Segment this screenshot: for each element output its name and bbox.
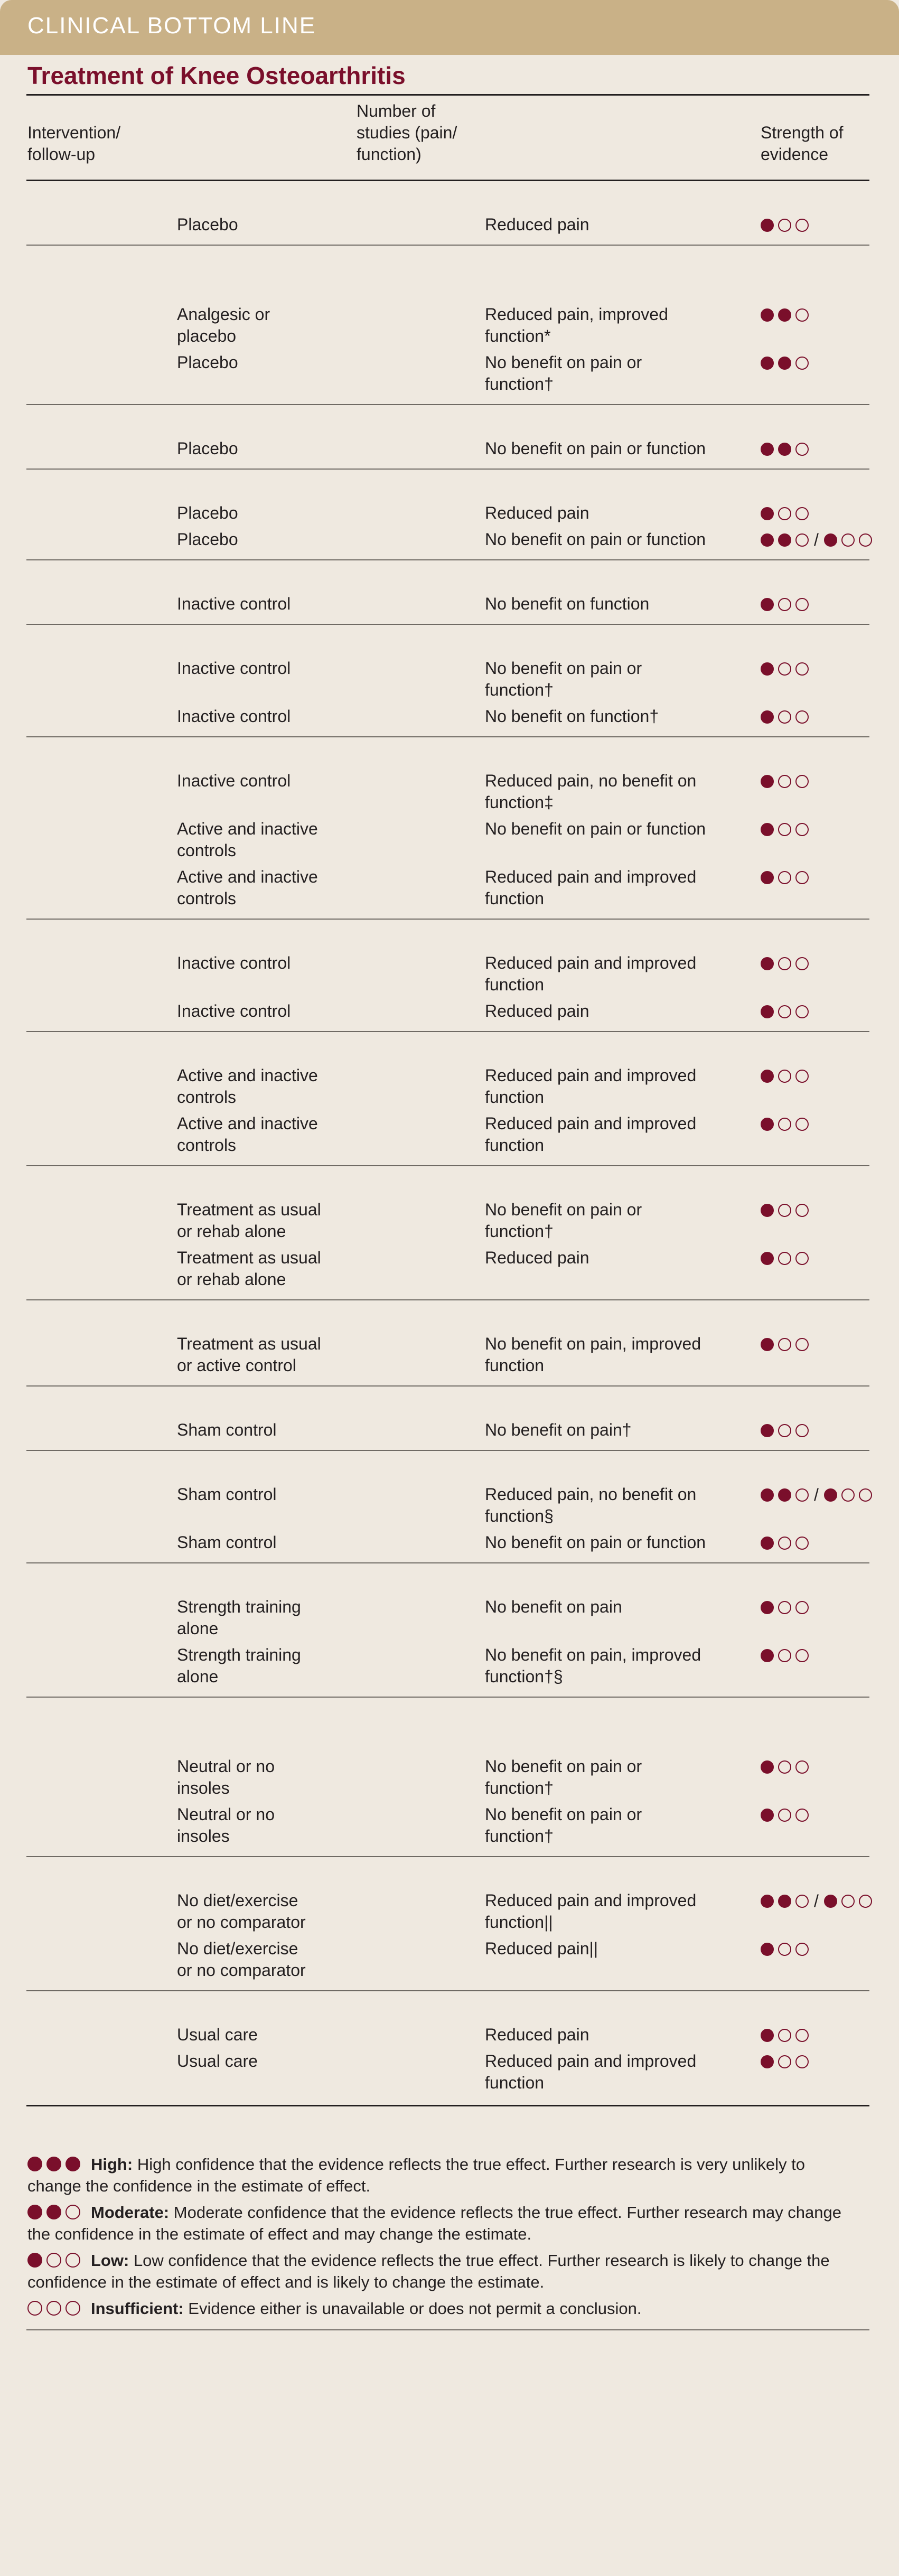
- row-findings: function†§: [485, 1667, 563, 1686]
- row-comparison: Placebo: [177, 503, 238, 522]
- empty-dot-icon: [65, 2301, 80, 2316]
- empty-dot-icon: [795, 1338, 809, 1351]
- row-comparison: No diet/exercise: [177, 1891, 298, 1910]
- filled-dot-icon: [27, 2205, 42, 2219]
- strength-rating: [761, 1535, 813, 1550]
- filled-dot-icon: [778, 308, 791, 322]
- row-findings: Reduced pain and improved: [485, 1114, 697, 1133]
- row-findings: Reduced pain||: [485, 1939, 598, 1958]
- strength-rating: [761, 1891, 876, 1910]
- scale-label: Moderate:: [91, 2203, 170, 2222]
- empty-dot-icon: [795, 1118, 809, 1131]
- empty-dot-icon: [795, 533, 809, 547]
- table-rule: [26, 180, 869, 181]
- filled-dot-icon: [761, 1649, 774, 1662]
- empty-dot-icon: [795, 1649, 809, 1662]
- empty-dot-icon: [778, 775, 791, 788]
- group-divider: [26, 469, 869, 470]
- filled-dot-icon: [761, 2055, 774, 2068]
- filled-dot-icon: [27, 2253, 42, 2268]
- strength-separator: /: [814, 1485, 819, 1504]
- empty-dot-icon: [778, 1252, 791, 1265]
- filled-dot-icon: [761, 219, 774, 232]
- empty-dot-icon: [46, 2253, 61, 2268]
- row-comparison: Usual care: [177, 2025, 258, 2044]
- row-findings: No benefit on pain: [485, 1597, 622, 1616]
- empty-dot-icon: [778, 1760, 791, 1774]
- row-comparison: Inactive control: [177, 1001, 291, 1020]
- empty-dot-icon: [795, 775, 809, 788]
- row-findings: function: [485, 1136, 545, 1155]
- strength-rating: [761, 1759, 813, 1774]
- row-findings: function§: [485, 1506, 554, 1525]
- scale-item: [27, 2202, 857, 2245]
- strength-rating: [761, 2054, 813, 2069]
- table-rule: [26, 2105, 869, 2106]
- empty-dot-icon: [778, 662, 791, 676]
- empty-dot-icon: [778, 957, 791, 970]
- scale-label: Low:: [91, 2251, 129, 2270]
- group-divider: [26, 1031, 869, 1032]
- group-divider: [26, 2329, 869, 2330]
- row-comparison: Placebo: [177, 530, 238, 549]
- row-comparison: controls: [177, 1088, 237, 1107]
- group-divider: [26, 1450, 869, 1451]
- row-findings: No benefit on pain or: [485, 659, 642, 678]
- row-findings: function†: [485, 1222, 554, 1241]
- filled-dot-icon: [824, 1488, 837, 1502]
- table-rule: [26, 94, 869, 96]
- row-findings: function: [485, 889, 545, 908]
- row-comparison: Neutral or no: [177, 1805, 275, 1824]
- filled-dot-icon: [761, 1943, 774, 1956]
- empty-dot-icon: [778, 1424, 791, 1437]
- empty-dot-icon: [795, 871, 809, 884]
- filled-dot-icon: [761, 1252, 774, 1265]
- row-findings: No benefit on pain or function: [485, 819, 706, 838]
- empty-dot-icon: [795, 1895, 809, 1908]
- row-comparison: Active and inactive: [177, 819, 318, 838]
- empty-dot-icon: [778, 1649, 791, 1662]
- row-comparison: Active and inactive: [177, 1066, 318, 1085]
- strength-rating: [761, 661, 813, 676]
- strength-rating: [761, 355, 813, 370]
- group-divider: [26, 559, 869, 560]
- row-findings: Reduced pain, no benefit on: [485, 771, 697, 790]
- row-comparison: placebo: [177, 326, 237, 345]
- header-studies: Number of: [357, 101, 436, 120]
- filled-dot-icon: [27, 2157, 42, 2171]
- row-findings: No benefit on pain or: [485, 1805, 642, 1824]
- filled-dot-icon: [761, 2029, 774, 2042]
- row-findings: function†: [485, 374, 554, 394]
- empty-dot-icon: [795, 443, 809, 456]
- filled-dot-icon: [824, 1895, 837, 1908]
- row-comparison: No diet/exercise: [177, 1939, 298, 1958]
- strength-rating: [761, 1004, 813, 1019]
- table-title: Treatment of Knee Osteoarthritis: [27, 62, 406, 89]
- empty-dot-icon: [778, 1118, 791, 1131]
- empty-dot-icon: [795, 1488, 809, 1502]
- row-comparison: Treatment as usual: [177, 1248, 321, 1267]
- row-comparison: Placebo: [177, 439, 238, 458]
- header-intervention: Intervention/: [27, 123, 121, 142]
- row-findings: function†: [485, 680, 554, 699]
- filled-dot-icon: [761, 1537, 774, 1550]
- row-findings: No benefit on pain, improved: [485, 1645, 701, 1664]
- filled-dot-icon: [761, 1005, 774, 1018]
- empty-dot-icon: [778, 2055, 791, 2068]
- group-divider: [26, 245, 869, 246]
- empty-dot-icon: [778, 2029, 791, 2042]
- row-comparison: Placebo: [177, 215, 238, 234]
- strength-rating: [761, 2028, 813, 2043]
- empty-dot-icon: [795, 219, 809, 232]
- strength-rating: [761, 218, 813, 232]
- empty-dot-icon: [795, 598, 809, 611]
- filled-dot-icon: [778, 443, 791, 456]
- scale-description: Evidence either is unavailable or does not permit a conclusion.: [188, 2299, 642, 2318]
- empty-dot-icon: [795, 1204, 809, 1217]
- row-comparison: Treatment as usual: [177, 1200, 321, 1219]
- filled-dot-icon: [761, 1601, 774, 1614]
- group-divider: [26, 1385, 869, 1387]
- empty-dot-icon: [778, 1943, 791, 1956]
- strength-rating: [761, 709, 813, 724]
- row-comparison: or no comparator: [177, 1913, 306, 1932]
- empty-dot-icon: [778, 710, 791, 724]
- row-comparison: Sham control: [177, 1533, 277, 1552]
- row-findings: Reduced pain and improved: [485, 1066, 697, 1085]
- empty-dot-icon: [795, 308, 809, 322]
- row-comparison: controls: [177, 1136, 237, 1155]
- strength-rating: [761, 1251, 813, 1266]
- filled-dot-icon: [824, 533, 837, 547]
- empty-dot-icon: [778, 507, 791, 520]
- filled-dot-icon: [761, 1488, 774, 1502]
- empty-dot-icon: [841, 533, 855, 547]
- strength-rating: [761, 870, 813, 885]
- scale-item: [27, 2153, 857, 2197]
- row-comparison: Sham control: [177, 1485, 277, 1504]
- row-comparison: controls: [177, 889, 237, 908]
- scale-dots: [27, 2253, 85, 2268]
- group-divider: [26, 1165, 869, 1166]
- row-comparison: Inactive control: [177, 594, 291, 613]
- scale-dots: [27, 2205, 85, 2219]
- empty-dot-icon: [778, 1809, 791, 1822]
- empty-dot-icon: [27, 2301, 42, 2316]
- row-comparison: or no comparator: [177, 1961, 306, 1980]
- row-findings: function||: [485, 1913, 553, 1932]
- row-comparison: Usual care: [177, 2052, 258, 2071]
- row-findings: Reduced pain and improved: [485, 1891, 697, 1910]
- empty-dot-icon: [795, 1005, 809, 1018]
- row-findings: Reduced pain and improved: [485, 2052, 697, 2071]
- row-comparison: Strength training: [177, 1597, 301, 1616]
- strength-rating: [761, 822, 813, 837]
- row-findings: function*: [485, 326, 551, 345]
- row-findings: No benefit on pain or function: [485, 439, 706, 458]
- strength-rating: [761, 1203, 813, 1217]
- row-findings: function: [485, 2073, 545, 2092]
- row-comparison: insoles: [177, 1826, 230, 1846]
- row-comparison: Inactive control: [177, 707, 291, 726]
- group-divider: [26, 1856, 869, 1857]
- filled-dot-icon: [761, 533, 774, 547]
- filled-dot-icon: [761, 1204, 774, 1217]
- scale-description: High confidence that the evidence reflects the true effect. Further research is very unlikely to change the confidence in the estimate of effect.: [27, 2155, 806, 2195]
- strength-rating: [761, 506, 813, 521]
- filled-dot-icon: [761, 957, 774, 970]
- empty-dot-icon: [795, 662, 809, 676]
- empty-dot-icon: [778, 823, 791, 836]
- strength-rating: [761, 1942, 813, 1956]
- group-divider: [26, 1990, 869, 1991]
- empty-dot-icon: [795, 1252, 809, 1265]
- filled-dot-icon: [761, 1118, 774, 1131]
- scale-label: High:: [91, 2155, 133, 2174]
- filled-dot-icon: [761, 1338, 774, 1351]
- group-divider: [26, 1562, 869, 1563]
- row-findings: No benefit on pain, improved: [485, 1334, 701, 1353]
- strength-rating: [761, 956, 813, 971]
- row-findings: Reduced pain: [485, 1001, 589, 1020]
- row-comparison: Active and inactive: [177, 867, 318, 886]
- empty-dot-icon: [795, 957, 809, 970]
- group-divider: [26, 919, 869, 920]
- filled-dot-icon: [761, 871, 774, 884]
- group-divider: [26, 404, 869, 405]
- row-comparison: alone: [177, 1619, 219, 1638]
- empty-dot-icon: [65, 2253, 80, 2268]
- empty-dot-icon: [46, 2301, 61, 2316]
- strength-rating: [761, 1807, 813, 1822]
- empty-dot-icon: [795, 2029, 809, 2042]
- row-findings: Reduced pain and improved: [485, 953, 697, 972]
- empty-dot-icon: [778, 1537, 791, 1550]
- strength-rating: [761, 1600, 813, 1615]
- filled-dot-icon: [761, 598, 774, 611]
- filled-dot-icon: [761, 1424, 774, 1437]
- group-divider: [26, 624, 869, 625]
- header-studies: function): [357, 145, 422, 164]
- row-findings: No benefit on pain†: [485, 1420, 632, 1439]
- row-findings: function†: [485, 1778, 554, 1797]
- row-findings: function‡: [485, 793, 554, 812]
- row-comparison: or rehab alone: [177, 1222, 286, 1241]
- empty-dot-icon: [795, 1601, 809, 1614]
- filled-dot-icon: [761, 823, 774, 836]
- row-findings: function: [485, 1356, 545, 1375]
- empty-dot-icon: [795, 1809, 809, 1822]
- filled-dot-icon: [761, 662, 774, 676]
- row-findings: Reduced pain: [485, 503, 589, 522]
- header-intervention: follow-up: [27, 145, 96, 164]
- empty-dot-icon: [65, 2205, 80, 2219]
- strength-rating: [761, 442, 813, 456]
- row-comparison: Sham control: [177, 1420, 277, 1439]
- strength-rating: [761, 1117, 813, 1131]
- strength-rating: [761, 1648, 813, 1663]
- empty-dot-icon: [778, 1005, 791, 1018]
- empty-dot-icon: [778, 219, 791, 232]
- strength-rating: [761, 532, 876, 547]
- row-findings: Reduced pain, no benefit on: [485, 1485, 697, 1504]
- row-comparison: Inactive control: [177, 953, 291, 972]
- filled-dot-icon: [761, 1895, 774, 1908]
- row-findings: No benefit on function: [485, 594, 650, 613]
- empty-dot-icon: [795, 1943, 809, 1956]
- filled-dot-icon: [761, 710, 774, 724]
- row-findings: No benefit on pain or function: [485, 1533, 706, 1552]
- row-comparison: or rehab alone: [177, 1270, 286, 1289]
- row-comparison: Placebo: [177, 353, 238, 372]
- scale-dots: [27, 2157, 85, 2171]
- strength-separator: /: [814, 530, 819, 549]
- row-comparison: or active control: [177, 1356, 296, 1375]
- filled-dot-icon: [778, 533, 791, 547]
- filled-dot-icon: [761, 1760, 774, 1774]
- empty-dot-icon: [778, 1204, 791, 1217]
- group-divider: [26, 1299, 869, 1300]
- strength-rating: [761, 597, 813, 612]
- empty-dot-icon: [795, 1424, 809, 1437]
- row-findings: No benefit on pain or function: [485, 530, 706, 549]
- row-findings: Reduced pain, improved: [485, 305, 668, 324]
- filled-dot-icon: [761, 1809, 774, 1822]
- row-findings: No benefit on function†: [485, 707, 659, 726]
- row-comparison: Active and inactive: [177, 1114, 318, 1133]
- header-studies: studies (pain/: [357, 123, 457, 142]
- group-divider: [26, 1697, 869, 1698]
- empty-dot-icon: [859, 1488, 872, 1502]
- filled-dot-icon: [761, 443, 774, 456]
- empty-dot-icon: [795, 710, 809, 724]
- banner: [0, 0, 899, 55]
- empty-dot-icon: [859, 533, 872, 547]
- empty-dot-icon: [778, 1338, 791, 1351]
- row-findings: function: [485, 975, 545, 994]
- empty-dot-icon: [841, 1895, 855, 1908]
- filled-dot-icon: [761, 775, 774, 788]
- header-strength: Strength of: [761, 123, 844, 142]
- row-comparison: Inactive control: [177, 771, 291, 790]
- strength-separator: /: [814, 1891, 819, 1910]
- empty-dot-icon: [795, 507, 809, 520]
- empty-dot-icon: [778, 871, 791, 884]
- row-findings: No benefit on pain or: [485, 1200, 642, 1219]
- row-comparison: Strength training: [177, 1645, 301, 1664]
- row-findings: No benefit on pain or: [485, 353, 642, 372]
- empty-dot-icon: [795, 1537, 809, 1550]
- empty-dot-icon: [778, 598, 791, 611]
- header-strength: evidence: [761, 145, 829, 164]
- filled-dot-icon: [46, 2157, 61, 2171]
- row-findings: Reduced pain: [485, 2025, 589, 2044]
- filled-dot-icon: [778, 1895, 791, 1908]
- banner-title: CLINICAL BOTTOM LINE: [27, 13, 316, 39]
- row-findings: function†: [485, 1826, 554, 1846]
- row-comparison: alone: [177, 1667, 219, 1686]
- empty-dot-icon: [795, 357, 809, 370]
- filled-dot-icon: [65, 2157, 80, 2171]
- scale-item: [27, 2298, 857, 2319]
- scale-label: Insufficient:: [91, 2299, 184, 2318]
- row-findings: Reduced pain: [485, 215, 589, 234]
- scale-description: Moderate confidence that the evidence reflects the true effect. Further research may change the confidence in the estimate of effect and may change the estimate.: [27, 2203, 842, 2243]
- strength-rating: [761, 307, 813, 322]
- filled-dot-icon: [761, 1070, 774, 1083]
- strength-rating: [761, 774, 813, 789]
- strength-rating: [761, 1423, 813, 1438]
- row-findings: function: [485, 1088, 545, 1107]
- row-findings: No benefit on pain or: [485, 1757, 642, 1776]
- empty-dot-icon: [778, 1601, 791, 1614]
- empty-dot-icon: [859, 1895, 872, 1908]
- row-comparison: Analgesic or: [177, 305, 270, 324]
- empty-dot-icon: [795, 2055, 809, 2068]
- scale-dots: [27, 2301, 85, 2316]
- empty-dot-icon: [778, 1070, 791, 1083]
- empty-dot-icon: [795, 1760, 809, 1774]
- filled-dot-icon: [761, 308, 774, 322]
- strength-rating: [761, 1337, 813, 1352]
- filled-dot-icon: [778, 357, 791, 370]
- filled-dot-icon: [761, 357, 774, 370]
- filled-dot-icon: [778, 1488, 791, 1502]
- row-findings: Reduced pain: [485, 1248, 589, 1267]
- strength-rating: [761, 1069, 813, 1083]
- scale-description: Low confidence that the evidence reflects the true effect. Further research is likely to change the confidence in the estimate of effect and is likely to change the estimate.: [27, 2251, 830, 2291]
- row-comparison: insoles: [177, 1778, 230, 1797]
- filled-dot-icon: [46, 2205, 61, 2219]
- scale-item: [27, 2250, 857, 2293]
- strength-rating: [761, 1487, 876, 1502]
- row-comparison: controls: [177, 841, 237, 860]
- empty-dot-icon: [795, 823, 809, 836]
- empty-dot-icon: [841, 1488, 855, 1502]
- row-comparison: Neutral or no: [177, 1757, 275, 1776]
- row-findings: Reduced pain and improved: [485, 867, 697, 886]
- row-comparison: Inactive control: [177, 659, 291, 678]
- empty-dot-icon: [795, 1070, 809, 1083]
- group-divider: [26, 736, 869, 737]
- filled-dot-icon: [761, 507, 774, 520]
- row-comparison: Treatment as usual: [177, 1334, 321, 1353]
